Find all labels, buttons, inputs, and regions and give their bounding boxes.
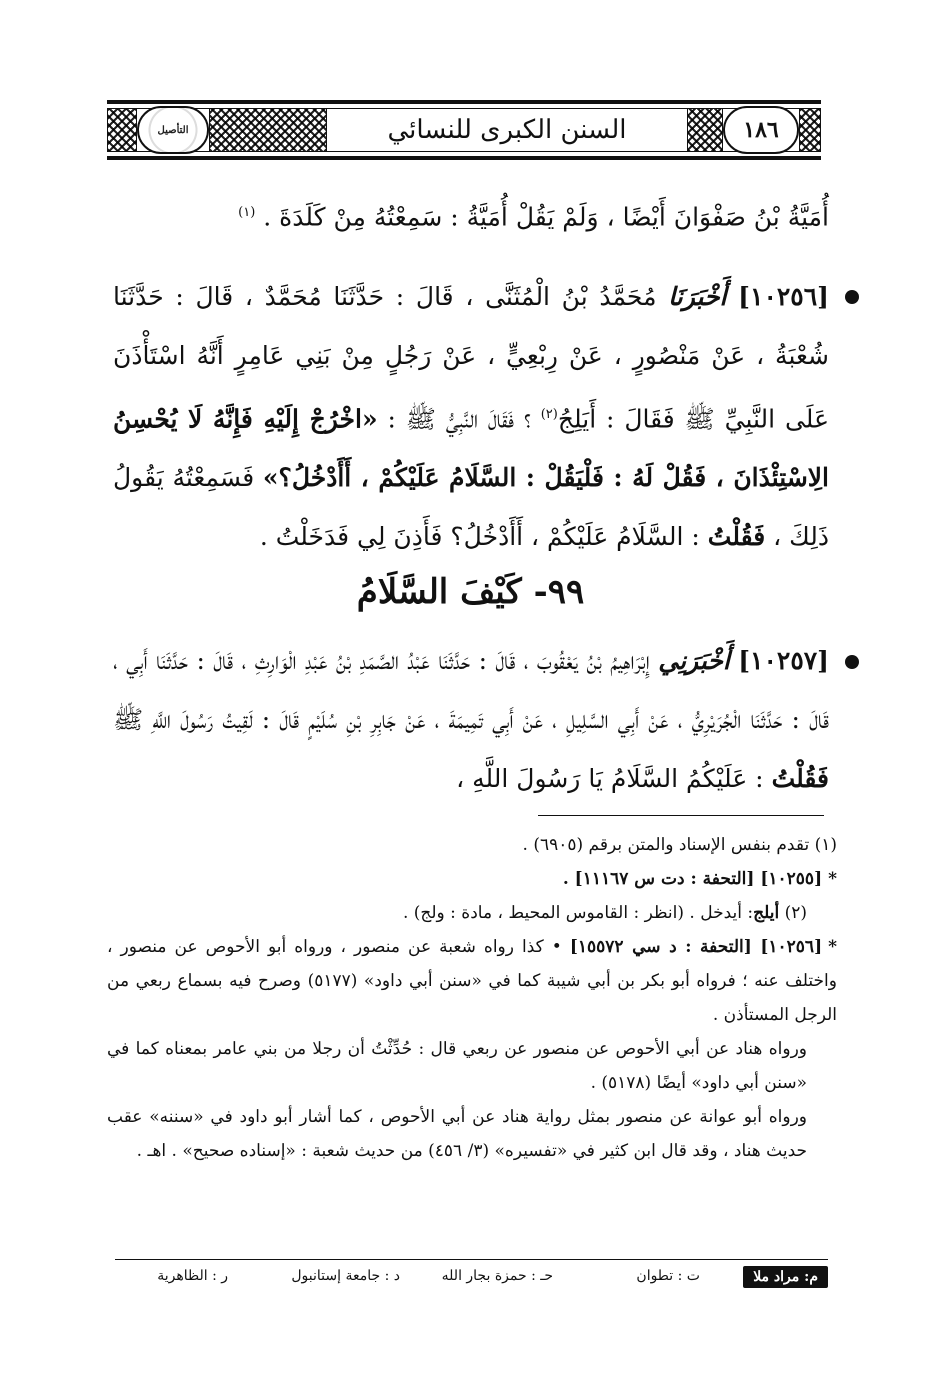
transmission-word: أَخْبَرَنِي — [658, 646, 730, 675]
header-rule-top — [107, 100, 821, 104]
hadith-bold-1: فَقُلْتُ — [771, 764, 829, 793]
legend-d: د : جامعة إستانبول — [291, 1268, 400, 1284]
footnote-ref-1: (١) — [238, 205, 256, 220]
page-header — [107, 100, 821, 160]
hadith-text-4: : السَّلَامُ عَلَيْكُمْ ، أَأَدْخُلُ؟ فَأَذِنَ لِي فَدَخَلْتُ . — [259, 522, 700, 552]
continuation-paragraph — [113, 183, 829, 246]
transmission-word: أَخْبَرَنَا — [668, 282, 727, 311]
legend-h: حـ : حمزة بجار الله — [441, 1268, 553, 1284]
footnote-3-num: (٢) — [784, 903, 807, 923]
bullet-icon — [845, 290, 859, 304]
header-ornament-band-right — [687, 108, 723, 152]
prophet-speech: «اخْرُجْ إِلَيْهِ فَإِنَّهُ لَا يُحْسِنُ الِاسْتِئْذَانَ ، فَقُلْ لَهُ : فَلْيَقُلْ : السَّلَامُ عَلَيْكُمْ ، أَأَدْخُلُ؟» — [113, 404, 829, 493]
manuscript-legend — [115, 1266, 828, 1292]
hadith-number: [١٠٢٥٦] — [738, 282, 829, 311]
hadith-text-2: : عَلَيْكُمُ السَّلَامُ يَا رَسُولَ اللَّهِ ، — [456, 764, 764, 793]
footnote-4-ref: [١٠٢٥٦] [التحفة : د سي ١٥٥٧٢] — [569, 937, 823, 957]
hadith-bold-2: فَقُلْتُ — [707, 522, 766, 552]
star-icon: * — [828, 937, 837, 957]
hadith-text-2: ؟ فَقَالَ النَّبِيُّ ﷺ : — [387, 404, 531, 434]
legend-r: ر : الظاهرية — [157, 1268, 228, 1284]
footnote-4 — [107, 930, 837, 1032]
legend-t: ت : تطوان — [636, 1268, 700, 1284]
hadith-text-1: مُحَمَّدُ بْنُ الْمُثَنَّى ، قَالَ : حَدَّثَنَا مُحَمَّدٌ ، قَالَ : حَدَّثَنَا شُعْبَةُ ، عَنْ مَنْصُورٍ ، عَنْ رِبْعِيٍّ ، عَنْ رَجُلٍ مِنْ بَنِي عَامِرٍ أَنَّهُ اسْتَأْذَنَ عَلَى النَّبِيِّ ﷺ فَقَالَ : أَيَلِجُ — [113, 282, 830, 434]
continuation-text: أُمَيَّةُ بْنُ صَفْوَانَ أَيْضًا ، وَلَمْ يَقُلْ أُمَيَّةُ : سَمِعْتُهُ مِنْ كَلَدَةَ . — [263, 202, 829, 232]
hadith-10256 — [113, 267, 829, 566]
legend-manuscript: م: مراد ملا — [743, 1266, 828, 1288]
book-title: السنن الكبرى للنسائي — [387, 115, 627, 145]
bullet-icon — [845, 655, 859, 669]
header-ornament-right — [799, 108, 821, 152]
section-title: ٩٩- كَيْفَ السَّلَامُ — [356, 572, 585, 612]
emblem-text: التأصيل — [157, 124, 189, 136]
hadith-10257 — [113, 631, 829, 808]
footnote-3 — [107, 896, 837, 930]
hadith-text-3: فَسَمِعْتُهُ يَقُولُ ذَلِكَ ، — [113, 463, 829, 552]
hadith-text-1: إِبْرَاهِيمُ بْنُ يَعْقُوبَ ، قَالَ : حَدَّثَنَا عَبْدُ الصَّمَدِ بْنُ عَبْدِ الْوَارِثِ ، قَالَ : حَدَّثَنَا أَبِي ، قَالَ : حَدَّثَنَا الْجُرَيْرِيُّ ، عَنْ أَبِي السَّلِيلِ ، عَنْ أَبِي تَمِيمَةَ ، عَنْ جَابِرِ بْنِ سُلَيْمٍ قَالَ : لَقِيتُ رَسُولَ اللَّهِ ﷺ — [113, 646, 829, 734]
header-rule-bottom — [107, 156, 821, 160]
hadith-number: [١٠٢٥٧] — [738, 646, 830, 675]
footnote-5: ورواه هناد عن أبي الأحوص عن منصور عن ربعي قال : حُدِّثْتُ أن رجلا من بني عامر بمعناه كما في «سنن أبي داود» أيضًا (٥١٧٨) . — [107, 1039, 807, 1093]
footnotes — [107, 828, 837, 1168]
footnote-ref-2: (٢) — [540, 407, 558, 422]
footnote-separator — [538, 815, 824, 816]
page-number — [723, 106, 799, 154]
footnote-4-text: • كذا رواه شعبة عن منصور ، ورواه أبو الأحوص عن منصور ، واختلف عنه ؛ فرواه أبو بكر بن أبي شيبة كما في «سنن أبي داود» (٥١٧٧) وصرح فيه بسماع ربعي من الرجل المستأذن . — [107, 937, 837, 1025]
footnote-1: (١) تقدم بنفس الإسناد والمتن برقم (٦٩٠٥) . — [522, 835, 837, 855]
header-ornament-band-left — [209, 108, 327, 152]
footnote-3-text: : أيدخل . (انظر : القاموس المحيط ، مادة : ولج) . — [402, 903, 754, 923]
footnote-2-text: [١٠٢٥٥] [التحفة : دت س ١١١٦٧] . — [562, 869, 823, 889]
footnote-2 — [107, 862, 837, 896]
header-ornament-left — [107, 108, 137, 152]
publisher-emblem-icon — [137, 106, 209, 154]
footnote-3-word: أيلج — [753, 903, 780, 923]
footnote-6: ورواه أبو عوانة عن منصور بمثل رواية هناد عن أبي الأحوص ، كما أشار أبو داود في «سننه» عقب حديث هناد ، وقد قال ابن كثير في «تفسيره» (٣/ ٤٥٦) من حديث شعبة : «إسناده صحيح» . اهـ . — [107, 1107, 807, 1161]
star-icon: * — [828, 869, 837, 889]
page-number-text: ١٨٦ — [743, 117, 779, 143]
legend-separator — [115, 1259, 828, 1260]
